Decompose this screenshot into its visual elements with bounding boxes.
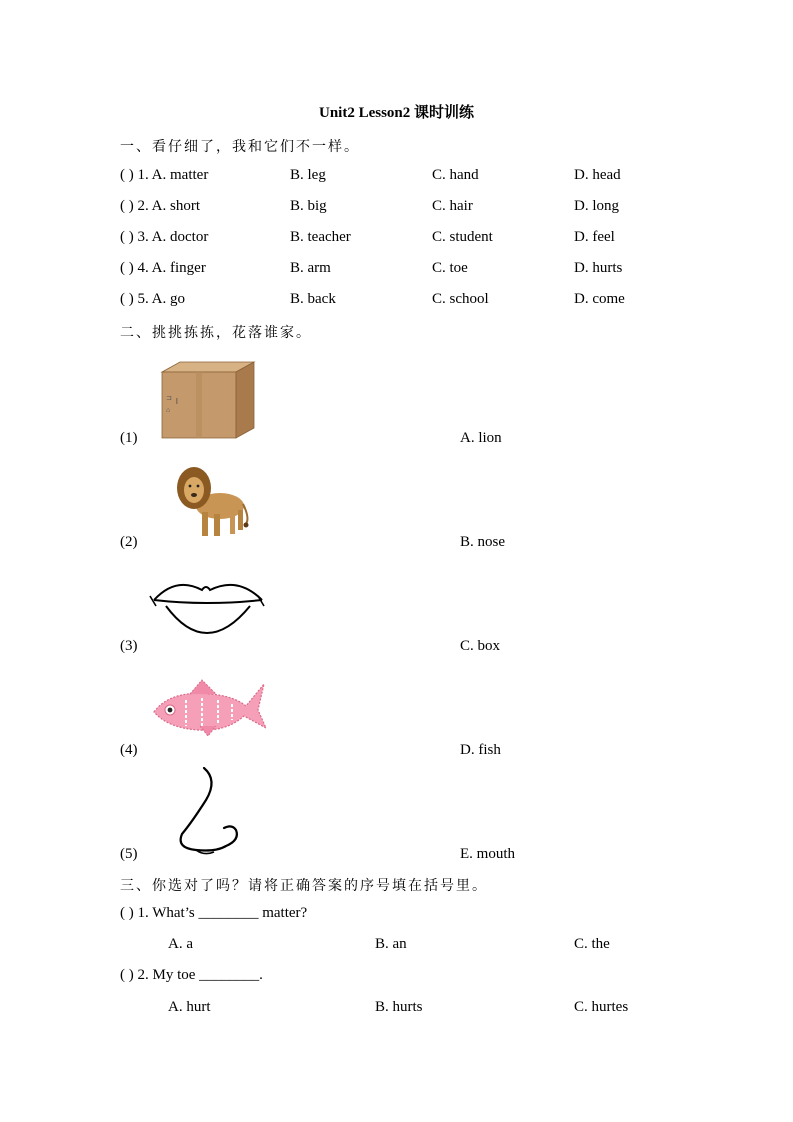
- section1-row: [120, 260, 680, 280]
- option-b: B. teacher: [290, 229, 351, 245]
- picture-number: (1): [120, 430, 138, 446]
- question-number: ( ) 4. A. finger: [120, 260, 206, 276]
- svg-text:⌂: ⌂: [166, 407, 171, 414]
- box-picture: [158, 358, 258, 440]
- picture-number: (2): [120, 534, 138, 550]
- option-b: B. an: [375, 936, 407, 952]
- section1-row: [120, 229, 680, 249]
- option-c: C. toe: [432, 260, 468, 276]
- section1-row: [120, 291, 680, 311]
- section1-heading: 一、看仔细了，我和它们不一样。: [120, 140, 360, 155]
- nose-picture: [174, 766, 248, 856]
- option-d: D. long: [574, 198, 619, 214]
- match-word: E. mouth: [460, 846, 515, 862]
- question-number: ( ) 5. A. go: [120, 291, 185, 307]
- question-number: ( ) 1. A. matter: [120, 167, 209, 183]
- option-b: B. leg: [290, 167, 326, 183]
- fish-picture: [150, 676, 268, 738]
- option-d: D. hurts: [574, 260, 623, 276]
- option-c: C. school: [432, 291, 489, 307]
- option-c: C. the: [574, 936, 610, 952]
- mouth-picture: [146, 572, 268, 640]
- section2-heading: 二、挑挑拣拣，花落谁家。: [120, 326, 312, 341]
- option-b: B. back: [290, 291, 336, 307]
- option-c: C. hair: [432, 198, 473, 214]
- option-a: A. hurt: [168, 999, 211, 1015]
- section1-row: [120, 167, 680, 187]
- option-d: D. head: [574, 167, 621, 183]
- question-stem: ( ) 2. My toe ________.: [120, 967, 263, 983]
- option-c: C. hurtes: [574, 999, 629, 1015]
- picture-number: (4): [120, 742, 138, 758]
- picture-number: (5): [120, 846, 138, 862]
- option-b: B. arm: [290, 260, 331, 276]
- svg-text:⊐: ⊐: [166, 395, 172, 402]
- match-word: B. nose: [460, 534, 505, 550]
- question-number: ( ) 2. A. short: [120, 198, 200, 214]
- match-word: C. box: [460, 638, 501, 654]
- page-title: Unit2 Lesson2 课时训练: [318, 105, 475, 121]
- lion-picture: [172, 462, 252, 542]
- option-a: A. a: [168, 936, 193, 952]
- question-stem: ( ) 1. What’s ________ matter?: [120, 905, 308, 921]
- match-word: D. fish: [460, 742, 501, 758]
- match-word: A. lion: [460, 430, 502, 446]
- option-d: D. come: [574, 291, 625, 307]
- picture-number: (3): [120, 638, 138, 654]
- section1-row: [120, 198, 680, 218]
- option-b: B. big: [290, 198, 327, 214]
- option-c: C. student: [432, 229, 493, 245]
- option-d: D. feel: [574, 229, 615, 245]
- option-c: C. hand: [432, 167, 479, 183]
- svg-text:l: l: [176, 397, 178, 406]
- question-number: ( ) 3. A. doctor: [120, 229, 209, 245]
- section3-heading: 三、你选对了吗？请将正确答案的序号填在括号里。: [120, 879, 488, 894]
- option-b: B. hurts: [375, 999, 423, 1015]
